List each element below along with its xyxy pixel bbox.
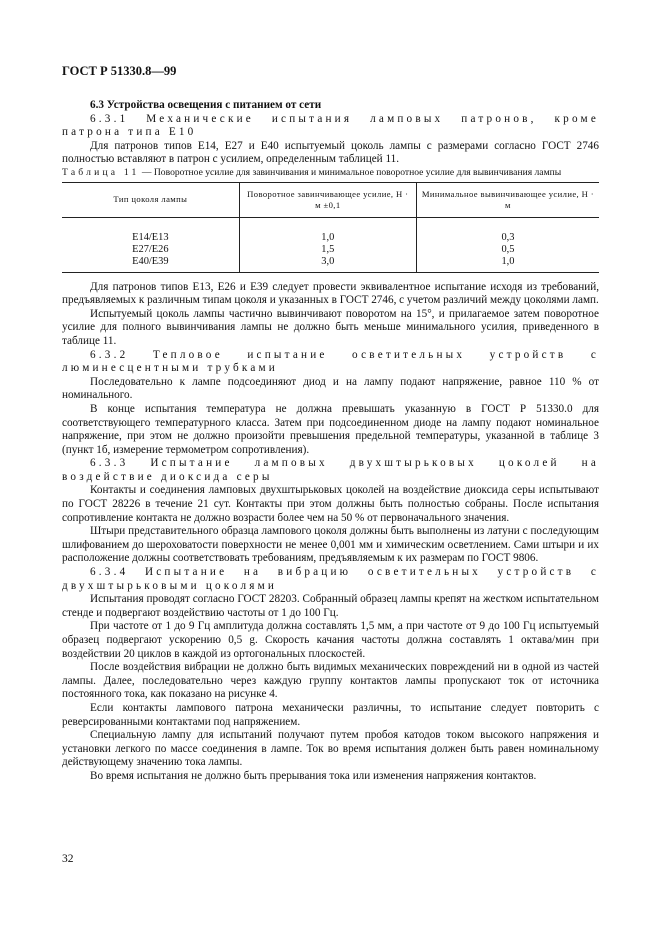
paragraph: Для патронов типов Е14, Е27 и Е40 испытуемый цоколь лампы с размерами согласно ГОСТ 2746 полностью вставляют в патрон с усилием, определенным таблицей 11. xyxy=(62,139,599,166)
table-header-cell: Минимальное вывинчивающее усилие, Н · м xyxy=(416,182,599,217)
table-header-row xyxy=(62,182,599,217)
paragraph: Для патронов типов Е13, Е26 и Е39 следует провести эквивалентное испытание исходя из требований, предъявляемых к различным типам цоколя и указанных в ГОСТ 2746, с учетом различий между цоколями ламп. xyxy=(62,280,599,307)
paragraph: При частоте от 1 до 9 Гц амплитуда должна составлять 1,5 мм, а при частоте от 9 до 100 Гц испытуемый образец подвергают ускорению 0,5 g. Скорость качания частоты должна составлять 1 октава/мин при воздействии 20 циклов в каждой из ортогональных плоскостей. xyxy=(62,620,599,660)
subsection-title-6-3-1: 6.3.1 Механические испытания ламповых патронов, кроме патрона типа Е10 xyxy=(62,112,599,139)
paragraph: Испытания проводят согласно ГОСТ 28203. Собранный образец лампы крепят на жестком испытательном стенде и подвергают воздействию частоты от 1 до 100 Гц. xyxy=(62,593,599,619)
document-body xyxy=(62,99,599,784)
table-row xyxy=(62,217,599,272)
paragraph: Контакты и соединения ламповых двухштырьковых цоколей на воздействие диоксида серы испытывают по ГОСТ 28226 в течение 21 сут. Контакты при этом должны быть полностью собраны. После испытания сопротивление контакта не должно возрасти более чем на 50 % от первоначального значения. xyxy=(62,484,599,524)
subsection-title-6-3-2: 6.3.2 Тепловое испытание осветительных устройств с люминесцентными трубками xyxy=(62,348,599,375)
table-caption-text: — Поворотное усилие для завинчивания и минимальное поворотное усилие для вывинчивания лампы xyxy=(139,166,562,178)
paragraph: После воздействия вибрации не должно быть видимых механических повреждений ни в одной из частей лампы. Далее, последовательно через каждую группу контактов лампы пропускают ток от источника постоянного тока, как показано на рисунке 4. xyxy=(62,661,599,701)
subsection-title-6-3-4: 6.3.4 Испытание на вибрацию осветительных устройств с двухштырьковыми цоколями xyxy=(62,566,599,592)
paragraph: Штыри представительного образца лампового цоколя должны быть выполнены из латуни с последующим шлифованием до шероховатости поверхности не менее 0,001 мм и химическим осветлением. Сами штыри и их расположение должны соответствовать требованиям, предъявляемым к их размерам по ГОСТ 9806. xyxy=(62,525,599,565)
section-title: 6.3 Устройства освещения с питанием от сети xyxy=(90,99,322,111)
subsection-title-6-3-3: 6.3.3 Испытание ламповых двухштырьковых цоколей на воздействие диоксида серы xyxy=(62,457,599,483)
document-header: ГОСТ Р 51330.8—99 xyxy=(62,64,177,78)
table-cell-unscrew-torque: 0,3 0,5 1,0 xyxy=(416,217,599,272)
paragraph: Во время испытания не должно быть прерывания тока или изменения напряжения контактов. xyxy=(90,769,537,782)
table-cell-cap-types: Е14/Е13 Е27/Е26 Е40/Е39 xyxy=(62,217,239,272)
paragraph: Испытуемый цоколь лампы частично вывинчивают поворотом на 15°, и прилагаемое затем поворотное усилие для полного вывинчивания лампы не должно быть меньше минимального усилия, приведенного в таблице 11. xyxy=(62,307,599,347)
paragraph: Специальную лампу для испытаний получают путем пробоя катодов током высокого напряжения и установки легкого по массе соединения в лампе. Ток во время испытания должен быть равен номинальному действующему значению тока лампы. xyxy=(62,729,599,769)
table-header-cell: Поворотное завинчивающее усилие, Н · м ±0,1 xyxy=(239,182,416,217)
table-cell-screw-torque: 1,0 1,5 3,0 xyxy=(239,217,416,272)
paragraph: В конце испытания температура не должна превышать указанную в ГОСТ Р 51330.0 для соответствующего температурного класса. Затем при подсоединенном диоде на лампу подают номинальное напряжение, при этом не должно произойти превышения предельной температуры, указанной в таблице 3 (пункт 1б, измерение термометром сопротивления). xyxy=(62,402,599,456)
torque-table xyxy=(62,182,599,273)
paragraph: Последовательно к лампе подсоединяют диод и на лампу подают напряжение, равное 110 % от номинального. xyxy=(62,375,599,402)
paragraph: Если контакты лампового патрона механически различны, то испытание следует повторить с реверсированными контактами под напряжением. xyxy=(62,701,599,728)
table-caption xyxy=(62,167,599,179)
page-number: 32 xyxy=(62,853,74,865)
table-header-cell: Тип цоколя лампы xyxy=(62,182,239,217)
table-caption-label: Таблица 11 xyxy=(62,166,140,178)
